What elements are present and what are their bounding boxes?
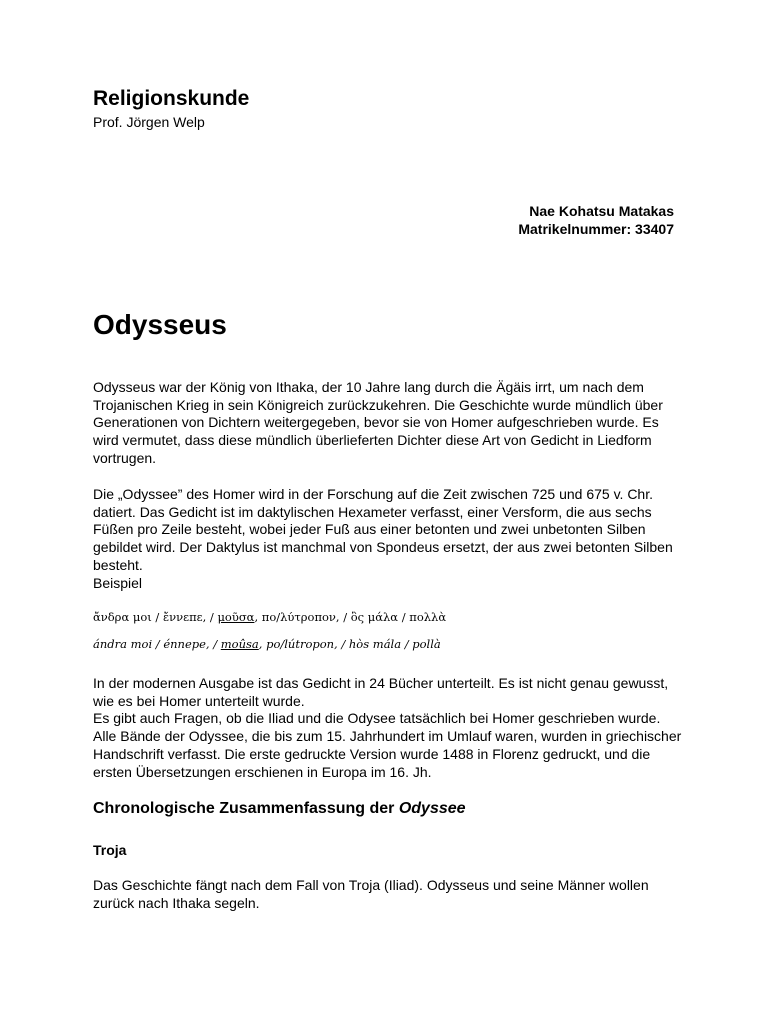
greek-underlined-word: μοῦσα — [217, 610, 255, 624]
example-label: Beispiel — [93, 574, 143, 591]
subsection-heading: Troja — [93, 842, 127, 858]
author-block — [518, 202, 674, 238]
translit-underlined-word: moûsa — [220, 637, 259, 651]
dating-text: Die „Odyssee” des Homer wird in der Forschung auf die Zeit zwischen 725 und 675 v. Chr. datiert. Das Gedicht ist im daktylischen Hexameter verfasst, einer Versform, die aus sechs Füßen pro Zeile besteht, wobei jeder Fuß aus einer betonten und zwei unbetonten Silben gebildet wird. Der Daktylus ist manchmal von Spondeus ersetzt, der aus zwei betonten Silben besteht. — [93, 486, 673, 573]
edition-paragraph — [93, 675, 683, 781]
intro-paragraph: Odysseus war der König von Ithaka, der 10 Jahre lang durch die Ägäis irrt, um nach dem Trojanischen Krieg in sein Königreich zurückzukehren. Die Geschichte wurde mündlich über Generationen von Dichtern weitergegeben, bevor sie von Homer aufgeschrieben wurde. Es wird vermutet, dass diese mündlich überlieferten Dichter diese Art von Gedicht in Liedform vortrugen. — [93, 379, 663, 466]
dating-paragraph — [93, 486, 683, 592]
greek-verse-line — [93, 610, 446, 624]
translit-line-end: , po/lútropon, / hòs mála / pollà — [258, 637, 441, 651]
professor-name: Prof. Jörgen Welp — [93, 114, 205, 130]
edition-text-1: In der modernen Ausgabe ist das Gedicht in 24 Bücher unterteilt. Es ist nicht genau gewusst, wie es bei Homer unterteilt wurde. — [93, 675, 669, 709]
greek-line-start: ἄνδρα μοι / ἔννεπε, / — [93, 610, 218, 624]
translit-line-start: ándra moi / énnepe, / — [93, 637, 221, 651]
edition-text-2: Es gibt auch Fragen, ob die Iliad und die Odysee tatsächlich bei Homer geschrieben wurde. Alle Bände der Odyssee, die bis zum 15. Jahrhundert im Umlauf waren, wurden in griechischer Handschrift verfasst. Die erste gedruckte Version wurde 1488 in Florenz gedruckt, und die ersten Übersetzungen erschienen in Europa im 16. Jh. — [93, 710, 682, 780]
course-title: Religionskunde — [93, 87, 250, 110]
section-heading — [93, 799, 466, 819]
troja-paragraph: Das Geschichte fängt nach dem Fall von Troja (Iliad). Odysseus und seine Männer wollen zurück nach Ithaka segeln. — [93, 877, 649, 911]
transliteration-line — [93, 637, 441, 651]
document-title: Odysseus — [93, 309, 227, 340]
author-name: Nae Kohatsu Matakas — [529, 203, 674, 219]
section-heading-text: Chronologische Zusammenfassung der — [93, 800, 399, 817]
section-heading-italic: Odyssee — [398, 800, 466, 817]
matrikel-number: Matrikelnummer: 33407 — [518, 221, 674, 237]
greek-line-end: , πο/λύτροπον, / ὃς μάλα / πολλὰ — [254, 610, 447, 624]
